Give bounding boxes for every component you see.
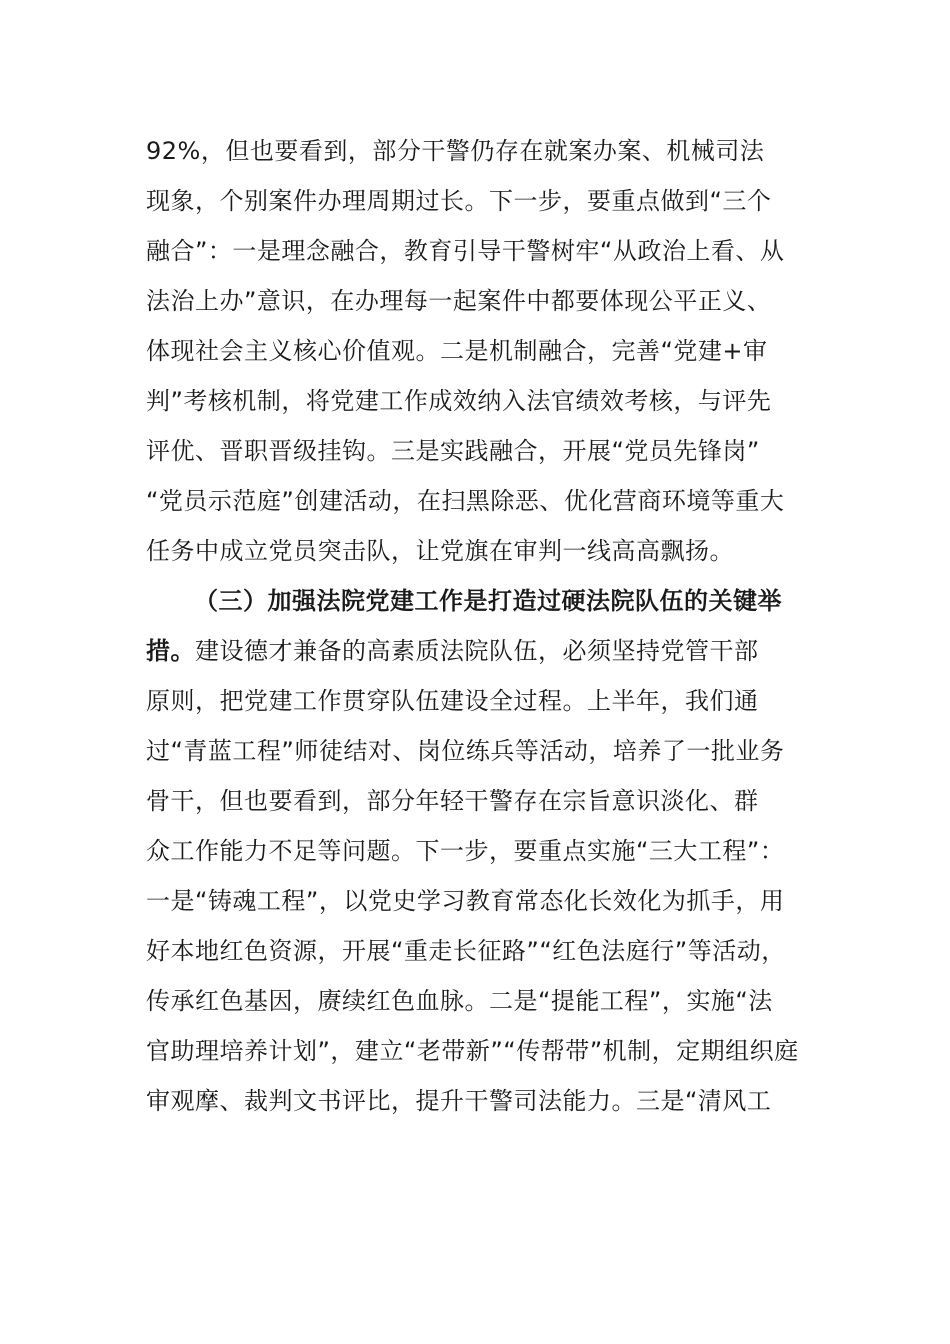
text-line: 传承红色基因，赓续红色血脉。二是“提能工程”，实施“法	[146, 987, 773, 1015]
text-line: 融合”：一是理念融合，教育引导干警树牢“从政治上看、从	[146, 237, 785, 265]
text-line: 评优、晋职晋级挂钩。三是实践融合，开展“党员先锋岗”	[146, 437, 760, 465]
section-heading-end: 措。	[146, 637, 195, 665]
section-heading-rest: 建设德才兼备的高素质法院队伍，必须坚持党管干部	[195, 637, 759, 665]
body-text	[146, 126, 806, 1126]
text-line: 众工作能力不足等问题。下一步，要重点实施“三大工程”：	[146, 837, 785, 865]
text-line: 原则，把党建工作贯穿队伍建设全过程。上半年，我们通	[146, 687, 759, 715]
text-line: 一是“铸魂工程”，以党史学习教育常态化长效化为抓手，用	[146, 887, 785, 915]
text-line: 体现社会主义核心价值观。二是机制融合，完善“党建+审	[146, 337, 768, 365]
section-heading: （三）加强法院党建工作是打造过硬法院队伍的关键举	[194, 587, 782, 615]
text-line: 骨干，但也要看到，部分年轻干警存在宗旨意识淡化、群	[146, 787, 759, 815]
text-line: 现象，个别案件办理周期过长。下一步，要重点做到“三个	[146, 187, 772, 215]
text-line: “党员示范庭”创建活动，在扫黑除恶、优化营商环境等重大	[146, 487, 785, 515]
text-line: 判”考核机制，将党建工作成效纳入法官绩效考核，与评先	[146, 387, 772, 415]
text-line: 好本地红色资源，开展“重走长征路”“红色法庭行”等活动，	[146, 937, 786, 965]
text-line: 审观摩、裁判文书评比，提升干警司法能力。三是“清风工	[146, 1087, 772, 1115]
text-line: 任务中成立党员突击队，让党旗在审判一线高高飘扬。	[146, 537, 734, 565]
section-heading-continuation	[146, 626, 806, 676]
text-line: 官助理培养计划”，建立“老带新”“传帮带”机制，定期组织庭	[146, 1037, 799, 1065]
text-line: 法治上办”意识，在办理每一起案件中都要体现公平正义、	[146, 287, 772, 315]
text-line: 过“青蓝工程”师徒结对、岗位练兵等活动，培养了一批业务	[146, 737, 785, 765]
text-line: 92%，但也要看到，部分干警仍存在就案办案、机械司法	[146, 137, 765, 165]
